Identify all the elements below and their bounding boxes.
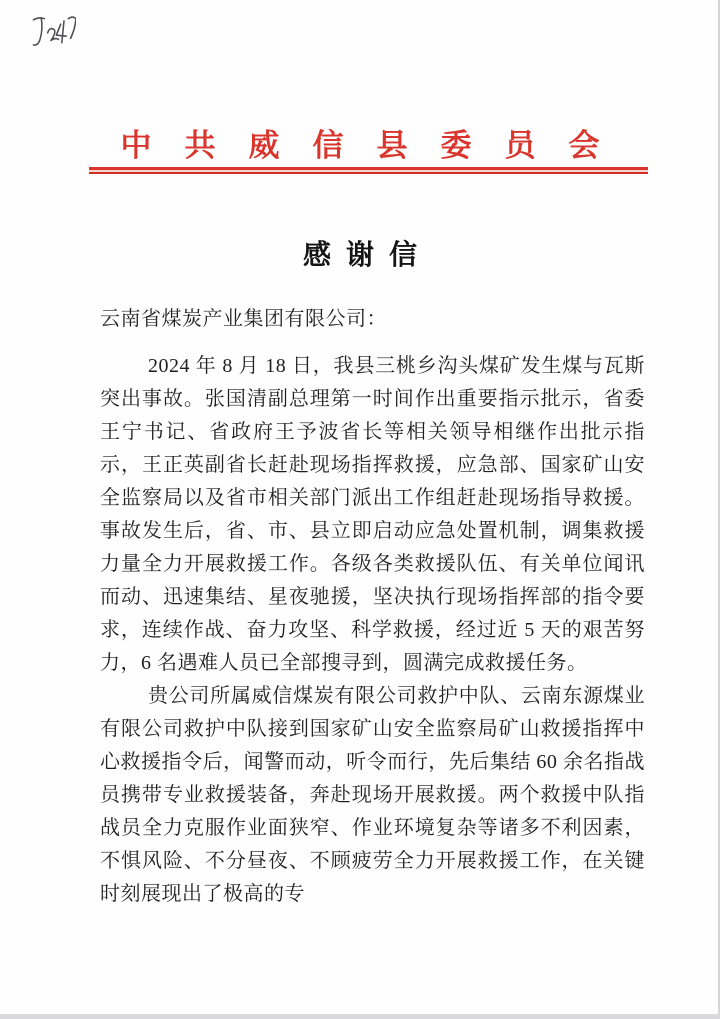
letter-title: 感谢信	[302, 240, 432, 271]
handwritten-mark	[28, 10, 76, 58]
letterhead-divider	[89, 167, 648, 174]
paragraph-2: 贵公司所属威信煤炭有限公司救护中队、云南东源煤业有限公司救护中队接到国家矿山安全监察局矿山救援指挥中心救援指令后，闻警而动，听令而行，先后集结 60 余名指战员携带专业救援装备，奔赴现场开展救援。两个救援中队指战员全力克服作业面狭窄、作业环境复杂等诸多不利因素，不惧风险、不分昼夜、不顾疲劳全力开展救援工作，在关键时刻展现出了极高的专	[100, 685, 645, 905]
letter-body	[100, 303, 645, 911]
scan-edge-bottom	[0, 1014, 720, 1019]
paragraph-1: 2024 年 8 月 18 日，我县三桃乡沟头煤矿发生煤与瓦斯突出事故。张国清副总理第一时间作出重要指示批示，省委王宁书记、省政府王予波省长等相关领导相继作出批示指示，王正英副省长赶赴现场指挥救援，应急部、国家矿山安全监察局以及省市相关部门派出工作组赶赴现场指导救援。事故发生后，省、市、县立即启动应急处置机制，调集救援力量全力开展救援工作。各级各类救援队伍、有关单位闻讯而动、迅速集结、星夜驰援，坚决执行现场指挥部的指令要求，连续作战、奋力攻坚、科学救援，经过近 5 天的艰苦努力，6 名遇难人员已全部搜寻到，圆满完成救援任务。	[100, 355, 645, 674]
salutation: 云南省煤炭产业集团有限公司：	[100, 308, 387, 330]
letterhead-org-name: 中共威信县委员会	[120, 128, 633, 163]
